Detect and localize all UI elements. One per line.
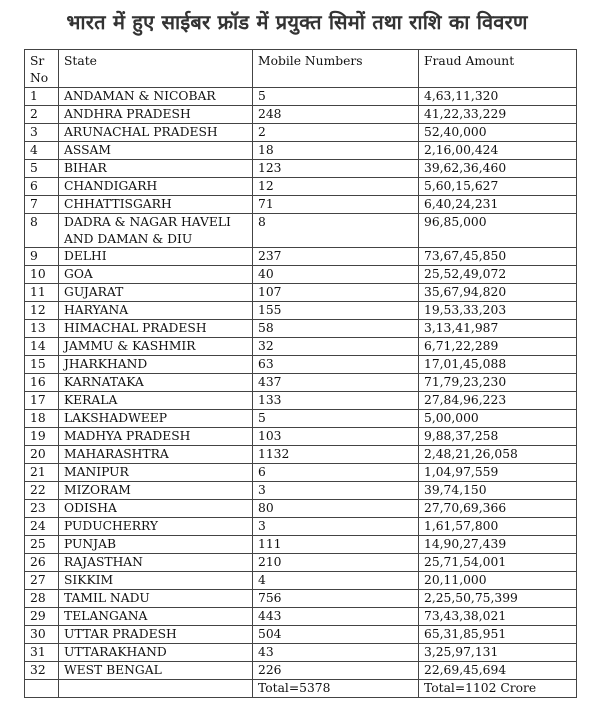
state-cell: TAMIL NADU xyxy=(59,590,253,608)
sr-no-cell: 8 xyxy=(25,214,59,248)
fraud-amount-cell: 73,67,45,850 xyxy=(419,248,577,266)
mobile-numbers-cell: 248 xyxy=(253,106,419,124)
table-row xyxy=(25,392,577,410)
mobile-numbers-cell: 103 xyxy=(253,428,419,446)
header-row xyxy=(25,50,577,88)
state-cell: ODISHA xyxy=(59,500,253,518)
table-row xyxy=(25,446,577,464)
mobile-numbers-cell: 8 xyxy=(253,214,419,248)
mobile-numbers-cell: 107 xyxy=(253,284,419,302)
fraud-amount-cell: 9,88,37,258 xyxy=(419,428,577,446)
state-cell: RAJASTHAN xyxy=(59,554,253,572)
sr-no-cell: 14 xyxy=(25,338,59,356)
mobile-numbers-cell: 40 xyxy=(253,266,419,284)
state-cell: ASSAM xyxy=(59,142,253,160)
document-title: भारत में हुए साईबर फ्रॉड में प्रयुक्त सिमों तथा राशि का विवरण xyxy=(66,10,528,34)
sr-no-cell: 29 xyxy=(25,608,59,626)
sr-no-cell: 4 xyxy=(25,142,59,160)
fraud-amount-cell: 22,69,45,694 xyxy=(419,662,577,680)
table-row xyxy=(25,482,577,500)
fraud-amount-cell: 6,71,22,289 xyxy=(419,338,577,356)
table-row xyxy=(25,196,577,214)
sr-no-cell: 22 xyxy=(25,482,59,500)
table-row xyxy=(25,410,577,428)
state-cell: JHARKHAND xyxy=(59,356,253,374)
mobile-numbers-cell: 5 xyxy=(253,88,419,106)
sr-no-cell: 15 xyxy=(25,356,59,374)
fraud-amount-cell: 2,16,00,424 xyxy=(419,142,577,160)
state-cell: UTTAR PRADESH xyxy=(59,626,253,644)
state-cell: ARUNACHAL PRADESH xyxy=(59,124,253,142)
state-cell: DELHI xyxy=(59,248,253,266)
sr-no-cell: 5 xyxy=(25,160,59,178)
table-row xyxy=(25,428,577,446)
table-row xyxy=(25,518,577,536)
table-row xyxy=(25,284,577,302)
header-state: State xyxy=(59,50,253,88)
mobile-numbers-cell: 504 xyxy=(253,626,419,644)
state-cell: MIZORAM xyxy=(59,482,253,500)
sr-no-cell: 11 xyxy=(25,284,59,302)
sr-no-cell: 24 xyxy=(25,518,59,536)
total-mobile-numbers-cell: Total=5378 xyxy=(253,680,419,698)
fraud-amount-cell: 19,53,33,203 xyxy=(419,302,577,320)
mobile-numbers-cell: 63 xyxy=(253,356,419,374)
sr-no-cell: 25 xyxy=(25,536,59,554)
sr-no-cell: 19 xyxy=(25,428,59,446)
state-cell: ANDHRA PRADESH xyxy=(59,106,253,124)
fraud-amount-cell: 27,84,96,223 xyxy=(419,392,577,410)
sr-no-cell: 23 xyxy=(25,500,59,518)
mobile-numbers-cell: 111 xyxy=(253,536,419,554)
sr-no-cell: 10 xyxy=(25,266,59,284)
table-row xyxy=(25,142,577,160)
total-fraud-amount-cell: Total=1102 Crore xyxy=(419,680,577,698)
sr-no-cell: 17 xyxy=(25,392,59,410)
state-cell: KERALA xyxy=(59,392,253,410)
mobile-numbers-cell: 71 xyxy=(253,196,419,214)
table-row xyxy=(25,338,577,356)
sr-no-cell: 9 xyxy=(25,248,59,266)
mobile-numbers-cell: 3 xyxy=(253,482,419,500)
mobile-numbers-cell: 32 xyxy=(253,338,419,356)
mobile-numbers-cell: 756 xyxy=(253,590,419,608)
state-cell: MADHYA PRADESH xyxy=(59,428,253,446)
state-cell: JAMMU & KASHMIR xyxy=(59,338,253,356)
state-cell: WEST BENGAL xyxy=(59,662,253,680)
sr-no-cell: 13 xyxy=(25,320,59,338)
table-row xyxy=(25,608,577,626)
totals-blank-cell xyxy=(59,680,253,698)
fraud-amount-cell: 3,25,97,131 xyxy=(419,644,577,662)
mobile-numbers-cell: 123 xyxy=(253,160,419,178)
state-cell: GUJARAT xyxy=(59,284,253,302)
fraud-amount-cell: 41,22,33,229 xyxy=(419,106,577,124)
state-cell: GOA xyxy=(59,266,253,284)
state-cell: ANDAMAN & NICOBAR xyxy=(59,88,253,106)
sr-no-cell: 3 xyxy=(25,124,59,142)
state-cell: DADRA & NAGAR HAVELI AND DAMAN & DIU xyxy=(59,214,253,248)
fraud-amount-cell: 2,25,50,75,399 xyxy=(419,590,577,608)
fraud-amount-cell: 27,70,69,366 xyxy=(419,500,577,518)
mobile-numbers-cell: 6 xyxy=(253,464,419,482)
header-sr-no: Sr No xyxy=(25,50,59,88)
mobile-numbers-cell: 18 xyxy=(253,142,419,160)
fraud-amount-cell: 2,48,21,26,058 xyxy=(419,446,577,464)
mobile-numbers-cell: 1132 xyxy=(253,446,419,464)
mobile-numbers-cell: 43 xyxy=(253,644,419,662)
sr-no-cell: 18 xyxy=(25,410,59,428)
fraud-amount-cell: 65,31,85,951 xyxy=(419,626,577,644)
table-row xyxy=(25,248,577,266)
state-cell: HARYANA xyxy=(59,302,253,320)
state-cell: CHANDIGARH xyxy=(59,178,253,196)
state-cell: PUNJAB xyxy=(59,536,253,554)
state-cell: MAHARASHTRA xyxy=(59,446,253,464)
fraud-amount-cell: 25,52,49,072 xyxy=(419,266,577,284)
mobile-numbers-cell: 58 xyxy=(253,320,419,338)
sr-no-cell: 26 xyxy=(25,554,59,572)
fraud-amount-cell: 25,71,54,001 xyxy=(419,554,577,572)
table-row xyxy=(25,214,577,248)
totals-blank-cell xyxy=(25,680,59,698)
header-mobile-numbers: Mobile Numbers xyxy=(253,50,419,88)
fraud-amount-cell: 5,00,000 xyxy=(419,410,577,428)
sr-no-cell: 31 xyxy=(25,644,59,662)
table-row xyxy=(25,106,577,124)
mobile-numbers-cell: 12 xyxy=(253,178,419,196)
fraud-amount-cell: 39,74,150 xyxy=(419,482,577,500)
mobile-numbers-cell: 3 xyxy=(253,518,419,536)
mobile-numbers-cell: 443 xyxy=(253,608,419,626)
mobile-numbers-cell: 155 xyxy=(253,302,419,320)
table-row xyxy=(25,554,577,572)
fraud-amount-cell: 35,67,94,820 xyxy=(419,284,577,302)
mobile-numbers-cell: 437 xyxy=(253,374,419,392)
table-row xyxy=(25,266,577,284)
mobile-numbers-cell: 237 xyxy=(253,248,419,266)
sr-no-cell: 27 xyxy=(25,572,59,590)
mobile-numbers-cell: 133 xyxy=(253,392,419,410)
table-row xyxy=(25,124,577,142)
sr-no-cell: 7 xyxy=(25,196,59,214)
sr-no-cell: 30 xyxy=(25,626,59,644)
sr-no-cell: 32 xyxy=(25,662,59,680)
sr-no-cell: 12 xyxy=(25,302,59,320)
table-row xyxy=(25,302,577,320)
sr-no-cell: 20 xyxy=(25,446,59,464)
table-row xyxy=(25,88,577,106)
fraud-amount-cell: 14,90,27,439 xyxy=(419,536,577,554)
state-cell: CHHATTISGARH xyxy=(59,196,253,214)
fraud-amount-cell: 4,63,11,320 xyxy=(419,88,577,106)
totals-row xyxy=(25,680,577,698)
fraud-amount-cell: 20,11,000 xyxy=(419,572,577,590)
table-row xyxy=(25,178,577,196)
state-cell: KARNATAKA xyxy=(59,374,253,392)
sr-no-cell: 16 xyxy=(25,374,59,392)
table-row xyxy=(25,160,577,178)
table-body xyxy=(25,88,577,698)
fraud-amount-cell: 17,01,45,088 xyxy=(419,356,577,374)
table-row xyxy=(25,536,577,554)
mobile-numbers-cell: 5 xyxy=(253,410,419,428)
state-cell: TELANGANA xyxy=(59,608,253,626)
table-row xyxy=(25,644,577,662)
table-row xyxy=(25,626,577,644)
mobile-numbers-cell: 4 xyxy=(253,572,419,590)
state-cell: PUDUCHERRY xyxy=(59,518,253,536)
fraud-amount-cell: 96,85,000 xyxy=(419,214,577,248)
mobile-numbers-cell: 210 xyxy=(253,554,419,572)
state-cell: UTTARAKHAND xyxy=(59,644,253,662)
state-cell: BIHAR xyxy=(59,160,253,178)
table-row xyxy=(25,500,577,518)
table-row xyxy=(25,356,577,374)
sr-no-cell: 28 xyxy=(25,590,59,608)
sr-no-cell: 21 xyxy=(25,464,59,482)
fraud-amount-cell: 1,61,57,800 xyxy=(419,518,577,536)
fraud-amount-cell: 39,62,36,460 xyxy=(419,160,577,178)
fraud-table xyxy=(24,49,577,698)
table-row xyxy=(25,374,577,392)
fraud-amount-cell: 6,40,24,231 xyxy=(419,196,577,214)
sr-no-cell: 1 xyxy=(25,88,59,106)
fraud-amount-cell: 73,43,38,021 xyxy=(419,608,577,626)
state-cell: MANIPUR xyxy=(59,464,253,482)
table-row xyxy=(25,320,577,338)
sr-no-cell: 2 xyxy=(25,106,59,124)
table-row xyxy=(25,464,577,482)
table-row xyxy=(25,572,577,590)
state-cell: LAKSHADWEEP xyxy=(59,410,253,428)
state-cell: HIMACHAL PRADESH xyxy=(59,320,253,338)
fraud-amount-cell: 52,40,000 xyxy=(419,124,577,142)
mobile-numbers-cell: 2 xyxy=(253,124,419,142)
mobile-numbers-cell: 226 xyxy=(253,662,419,680)
header-fraud-amount: Fraud Amount xyxy=(419,50,577,88)
fraud-amount-cell: 71,79,23,230 xyxy=(419,374,577,392)
sr-no-cell: 6 xyxy=(25,178,59,196)
fraud-amount-cell: 1,04,97,559 xyxy=(419,464,577,482)
mobile-numbers-cell: 80 xyxy=(253,500,419,518)
state-cell: SIKKIM xyxy=(59,572,253,590)
table-row xyxy=(25,590,577,608)
fraud-amount-cell: 5,60,15,627 xyxy=(419,178,577,196)
table-row xyxy=(25,662,577,680)
fraud-amount-cell: 3,13,41,987 xyxy=(419,320,577,338)
